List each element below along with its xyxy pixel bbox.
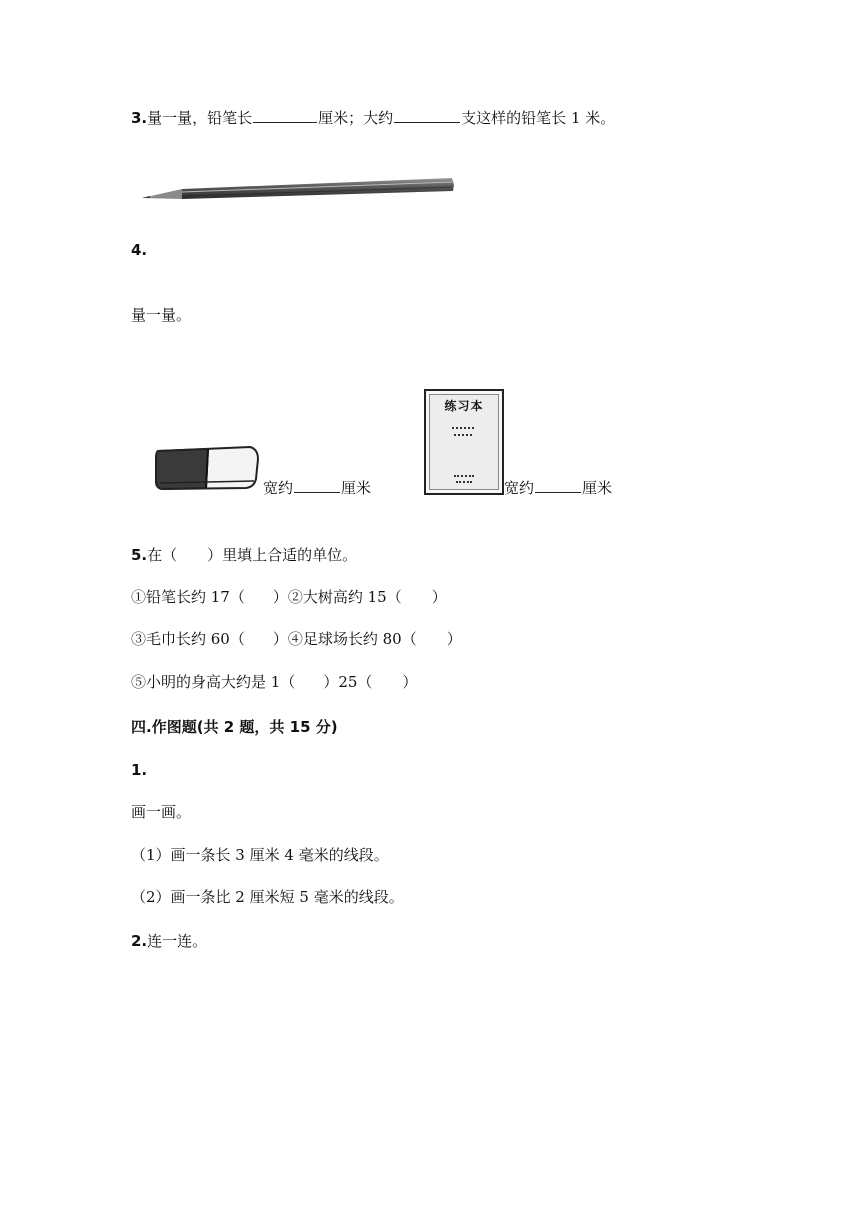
q5-row1-a: ①铅笔长约 17（: [131, 588, 245, 606]
notebook-caption: [504, 478, 612, 498]
draw2-line: [131, 931, 207, 951]
notebook-width-blank[interactable]: [535, 478, 581, 493]
q3-text-a: 量一量，铅笔长: [147, 109, 253, 127]
draw1-number: 1.: [131, 761, 148, 779]
eraser-image: [152, 443, 262, 493]
draw1-instruction: 画一画。: [131, 803, 192, 821]
q5-row1-b: ）②大树高约 15（: [272, 588, 402, 606]
notebook-image: [424, 389, 504, 495]
q5-intro-a: 在（: [147, 546, 178, 564]
notebook-caption-a: 宽约: [504, 479, 535, 497]
notebook-title: 练习本: [444, 399, 484, 413]
section4-heading: 四.作图题(共 2 题，共 15 分): [131, 718, 338, 736]
q5-row3: [131, 672, 417, 692]
q5-row3-a: ⑤小明的身高大约是 1（: [131, 673, 296, 691]
q3-number: 3.: [131, 109, 148, 127]
q3-blank-count[interactable]: [394, 108, 460, 123]
q3-text-c: 支这样的铅笔长 1 米。: [461, 109, 616, 127]
q5-intro: [131, 545, 357, 565]
q5-intro-b: ）里填上合适的单位。: [207, 546, 358, 564]
q3-text-b: 厘米；大约: [318, 109, 394, 127]
notebook-caption-b: 厘米: [582, 479, 613, 497]
eraser-width-blank[interactable]: [294, 478, 340, 493]
q5-row3-c: ）: [402, 673, 418, 691]
draw1-item1: （1）画一条长 3 厘米 4 毫米的线段。: [131, 846, 389, 864]
q5-row2-a: ③毛巾长约 60（: [131, 630, 245, 648]
q4-number-line: [131, 240, 147, 260]
eraser-caption: [263, 478, 371, 498]
draw1-number-line: [131, 760, 147, 780]
q5-row3-b: ）25（: [323, 673, 373, 691]
q5-row2-b: ）④足球场长约 80（: [272, 630, 417, 648]
pencil-image: [140, 172, 456, 204]
q5-row2-c: ）: [446, 630, 462, 648]
q5-row2: [131, 629, 462, 649]
q4-instruction: 量一量。: [131, 306, 192, 324]
q5-row1-c: ）: [431, 588, 447, 606]
q4-number: 4.: [131, 241, 148, 259]
draw2-number: 2.: [131, 932, 148, 950]
eraser-caption-b: 厘米: [341, 479, 372, 497]
q5-number: 5.: [131, 546, 148, 564]
q3-line: [131, 108, 615, 128]
q5-row1: [131, 587, 447, 607]
q3-blank-length[interactable]: [253, 108, 317, 123]
draw1-item2: （2）画一条比 2 厘米短 5 毫米的线段。: [131, 888, 404, 906]
draw2-text: 连一连。: [147, 932, 208, 950]
eraser-caption-a: 宽约: [263, 479, 294, 497]
